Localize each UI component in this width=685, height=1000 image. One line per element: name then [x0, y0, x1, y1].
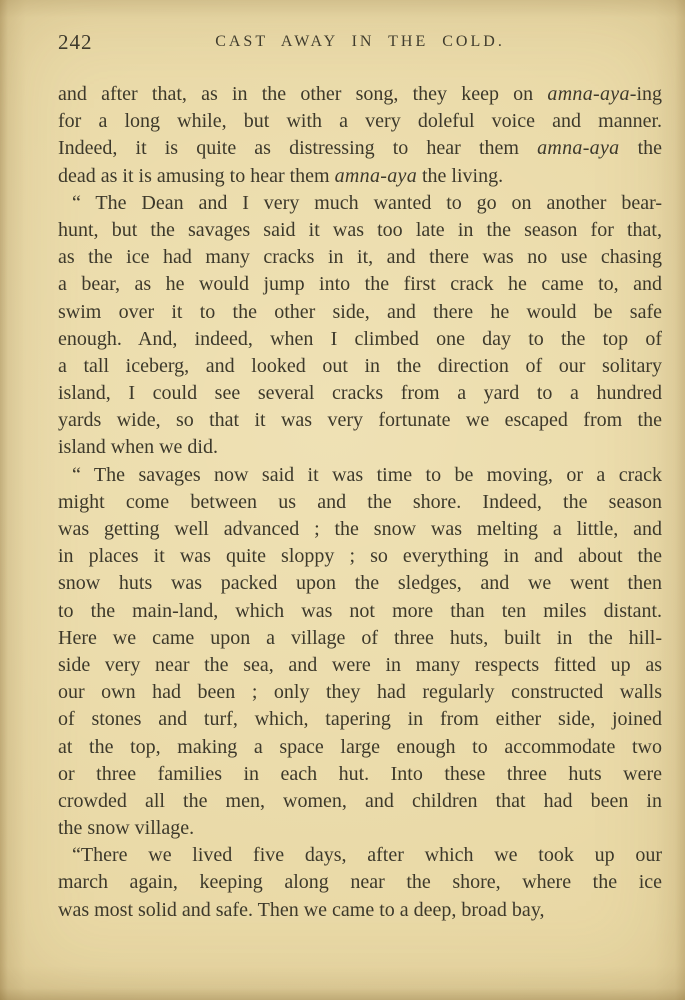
text-line: might come between us and the shore. Indeed, the season	[58, 490, 662, 513]
text-line: side very near the sea, and were in many respects fitted up as	[58, 653, 662, 676]
text-line: island when we did.	[58, 436, 218, 459]
text-line: “There we lived five days, after which we took up our	[72, 844, 662, 867]
text-line: to the main-land, which was not more than ten miles distant.	[58, 599, 662, 622]
text-line: or three families in each hut. Into these three huts were	[58, 762, 662, 785]
text-line: a bear, as he would jump into the first crack he came to, and	[58, 273, 662, 296]
text-line: for a long while, but with a very doleful voice and manner.	[58, 110, 662, 133]
text-line: was getting well advanced ; the snow was melting a little, and	[58, 518, 662, 540]
text-block	[58, 81, 662, 924]
paragraph	[58, 462, 662, 843]
text-line: at the top, making a space large enough to accommodate two	[58, 735, 662, 758]
paragraph	[58, 190, 662, 462]
text-line: enough. And, indeed, when I climbed one day to the top of	[58, 327, 662, 350]
text-line: yards wide, so that it was very fortunate we escaped from the	[58, 409, 662, 432]
text-line: in places it was quite sloppy ; so everything in and about the	[58, 545, 662, 568]
text-line: snow huts was packed upon the sledges, and we went then	[58, 572, 662, 595]
text-line: was most solid and safe. Then we came to a deep, broad bay,	[58, 898, 545, 921]
text-line: hunt, but the savages said it was too late in the season for that,	[58, 218, 662, 241]
text-line: and after that, as in the other song, they keep on amna-aya-ing	[58, 83, 662, 105]
text-line: island, I could see several cracks from a yard to a hundred	[58, 382, 662, 405]
text-line: Indeed, it is quite as distressing to hear them amna-aya the	[58, 137, 662, 160]
text-line: a tall iceberg, and looked out in the direction of our solitary	[58, 354, 662, 377]
running-header: CAST AWAY IN THE COLD.	[215, 33, 505, 50]
text-line: of stones and turf, which, tapering in from either side, joined	[58, 708, 662, 731]
text-line: as the ice had many cracks in it, and there was no use chasing	[58, 246, 662, 269]
text-line: march again, keeping along near the shore, where the ice	[58, 871, 662, 894]
text-line: “ The savages now said it was time to be moving, or a crack	[72, 463, 662, 486]
paragraph	[58, 842, 662, 924]
text-line: Here we came upon a village of three huts, built in the hill-	[58, 626, 662, 649]
text-line: swim over it to the other side, and there he would be safe	[58, 300, 662, 323]
text-line: the snow village.	[58, 817, 195, 840]
text-line: our own had been ; only they had regularly constructed walls	[58, 681, 662, 704]
page-number: 242	[58, 30, 93, 54]
text-line: dead as it is amusing to hear them amna-aya the living.	[58, 164, 504, 187]
page-header-row	[58, 30, 662, 56]
paragraph	[58, 81, 662, 190]
text-line: “ The Dean and I very much wanted to go on another bear-	[72, 191, 662, 214]
text-line: crowded all the men, women, and children that had been in	[58, 789, 662, 812]
